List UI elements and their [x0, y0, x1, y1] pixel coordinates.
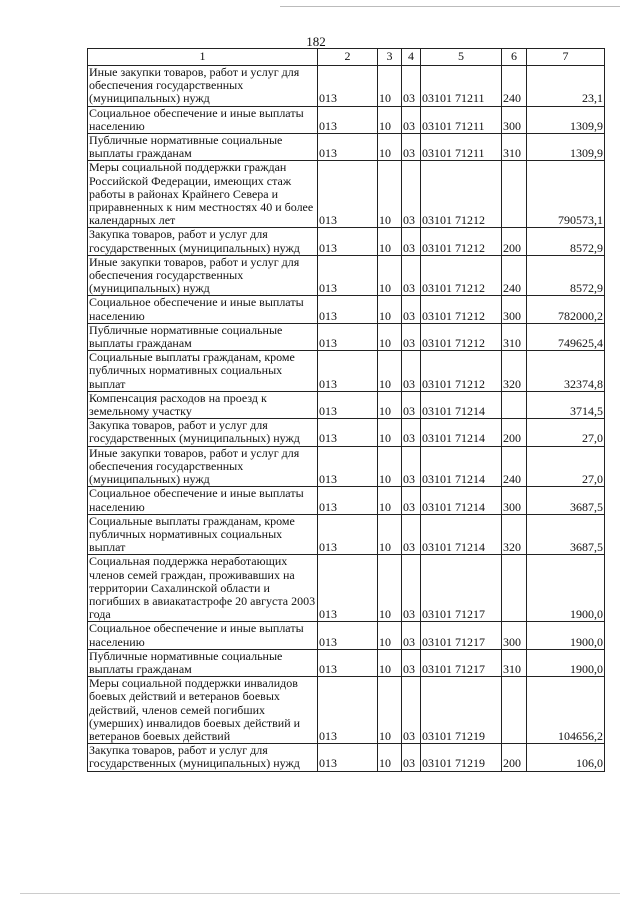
row-section-code: 10 [378, 161, 402, 228]
row-name: Публичные нормативные социальные выплаты гражданам [88, 323, 318, 350]
row-amount: 104656,2 [527, 677, 605, 744]
row-name: Иные закупки товаров, работ и услуг для обеспечения государственных (муниципальных) нужд [88, 255, 318, 296]
row-ministry-code: 013 [318, 161, 378, 228]
row-target-code: 03101 71214 [421, 446, 502, 487]
page-number: 182 [306, 34, 326, 49]
row-expense-code: 200 [502, 419, 527, 446]
row-subsection-code: 03 [402, 351, 421, 392]
row-subsection-code: 03 [402, 622, 421, 649]
row-section-code: 10 [378, 351, 402, 392]
row-name: Социальная поддержка неработающих членов семей граждан, проживавших на территории Сахалинской области и погибших в авиакатастрофе 20 августа 2003 года [88, 555, 318, 622]
row-name: Публичные нормативные социальные выплаты гражданам [88, 649, 318, 676]
row-ministry-code: 013 [318, 66, 378, 107]
row-amount: 3687,5 [527, 514, 605, 555]
row-target-code: 03101 71219 [421, 744, 502, 771]
row-subsection-code: 03 [402, 649, 421, 676]
row-expense-code: 200 [502, 228, 527, 255]
row-target-code: 03101 71217 [421, 649, 502, 676]
row-subsection-code: 03 [402, 296, 421, 323]
row-subsection-code: 03 [402, 255, 421, 296]
row-section-code: 10 [378, 744, 402, 771]
row-subsection-code: 03 [402, 487, 421, 514]
table-row [88, 391, 605, 418]
table-row [88, 228, 605, 255]
column-header: 5 [421, 49, 502, 66]
row-subsection-code: 03 [402, 134, 421, 161]
row-target-code: 03101 71212 [421, 228, 502, 255]
row-target-code: 03101 71214 [421, 514, 502, 555]
row-section-code: 10 [378, 649, 402, 676]
scan-top-edge [280, 6, 620, 7]
row-subsection-code: 03 [402, 555, 421, 622]
table-row [88, 351, 605, 392]
row-subsection-code: 03 [402, 66, 421, 107]
row-ministry-code: 013 [318, 351, 378, 392]
table-row [88, 649, 605, 676]
table-row [88, 106, 605, 133]
row-section-code: 10 [378, 391, 402, 418]
budget-table [87, 48, 605, 772]
table-row [88, 487, 605, 514]
row-subsection-code: 03 [402, 677, 421, 744]
row-ministry-code: 013 [318, 323, 378, 350]
column-header: 3 [378, 49, 402, 66]
row-name: Иные закупки товаров, работ и услуг для обеспечения государственных (муниципальных) нужд [88, 66, 318, 107]
row-section-code: 10 [378, 419, 402, 446]
row-ministry-code: 013 [318, 622, 378, 649]
row-target-code: 03101 71217 [421, 622, 502, 649]
row-amount: 23,1 [527, 66, 605, 107]
row-section-code: 10 [378, 622, 402, 649]
row-subsection-code: 03 [402, 106, 421, 133]
table-row [88, 555, 605, 622]
table-row [88, 419, 605, 446]
row-expense-code: 300 [502, 487, 527, 514]
table-row [88, 161, 605, 228]
row-name: Меры социальной поддержки инвалидов боевых действий и ветеранов боевых действий, членов семей погибших (умерших) инвалидов боевых действий и ветеранов боевых действий [88, 677, 318, 744]
row-expense-code [502, 677, 527, 744]
row-ministry-code: 013 [318, 514, 378, 555]
row-ministry-code: 013 [318, 255, 378, 296]
row-name: Социальное обеспечение и иные выплаты населению [88, 487, 318, 514]
row-expense-code: 240 [502, 446, 527, 487]
row-expense-code [502, 161, 527, 228]
row-amount: 1309,9 [527, 106, 605, 133]
row-amount: 3714,5 [527, 391, 605, 418]
table-row [88, 744, 605, 771]
row-subsection-code: 03 [402, 514, 421, 555]
table-row [88, 296, 605, 323]
row-name: Социальное обеспечение и иные выплаты населению [88, 296, 318, 323]
row-expense-code: 310 [502, 649, 527, 676]
row-ministry-code: 013 [318, 134, 378, 161]
table-row [88, 134, 605, 161]
row-expense-code: 240 [502, 255, 527, 296]
row-section-code: 10 [378, 323, 402, 350]
row-amount: 8572,9 [527, 255, 605, 296]
row-amount: 1900,0 [527, 622, 605, 649]
row-target-code: 03101 71212 [421, 255, 502, 296]
column-header: 2 [318, 49, 378, 66]
row-target-code: 03101 71219 [421, 677, 502, 744]
row-amount: 27,0 [527, 446, 605, 487]
row-name: Закупка товаров, работ и услуг для государственных (муниципальных) нужд [88, 228, 318, 255]
row-target-code: 03101 71211 [421, 66, 502, 107]
row-expense-code: 320 [502, 351, 527, 392]
row-subsection-code: 03 [402, 744, 421, 771]
row-amount: 1900,0 [527, 649, 605, 676]
row-amount: 749625,4 [527, 323, 605, 350]
row-name: Социальное обеспечение и иные выплаты населению [88, 622, 318, 649]
row-subsection-code: 03 [402, 323, 421, 350]
row-subsection-code: 03 [402, 446, 421, 487]
row-ministry-code: 013 [318, 555, 378, 622]
row-target-code: 03101 71211 [421, 134, 502, 161]
table-row [88, 323, 605, 350]
row-ministry-code: 013 [318, 649, 378, 676]
row-ministry-code: 013 [318, 446, 378, 487]
row-section-code: 10 [378, 296, 402, 323]
row-section-code: 10 [378, 555, 402, 622]
table-row [88, 514, 605, 555]
row-target-code: 03101 71211 [421, 106, 502, 133]
row-section-code: 10 [378, 228, 402, 255]
row-subsection-code: 03 [402, 228, 421, 255]
table-row [88, 66, 605, 107]
row-subsection-code: 03 [402, 391, 421, 418]
row-amount: 8572,9 [527, 228, 605, 255]
row-name: Закупка товаров, работ и услуг для государственных (муниципальных) нужд [88, 744, 318, 771]
row-amount: 790573,1 [527, 161, 605, 228]
row-amount: 1900,0 [527, 555, 605, 622]
header-row [88, 49, 605, 66]
row-target-code: 03101 71214 [421, 487, 502, 514]
row-section-code: 10 [378, 677, 402, 744]
row-expense-code: 320 [502, 514, 527, 555]
row-amount: 106,0 [527, 744, 605, 771]
row-expense-code: 200 [502, 744, 527, 771]
row-target-code: 03101 71217 [421, 555, 502, 622]
row-ministry-code: 013 [318, 677, 378, 744]
row-target-code: 03101 71212 [421, 296, 502, 323]
row-target-code: 03101 71214 [421, 419, 502, 446]
row-expense-code: 310 [502, 323, 527, 350]
column-header: 1 [88, 49, 318, 66]
row-ministry-code: 013 [318, 228, 378, 255]
column-header: 4 [402, 49, 421, 66]
row-section-code: 10 [378, 66, 402, 107]
row-name: Публичные нормативные социальные выплаты гражданам [88, 134, 318, 161]
row-name: Иные закупки товаров, работ и услуг для обеспечения государственных (муниципальных) нужд [88, 446, 318, 487]
row-section-code: 10 [378, 255, 402, 296]
row-target-code: 03101 71212 [421, 323, 502, 350]
row-name: Социальные выплаты гражданам, кроме публичных нормативных социальных выплат [88, 514, 318, 555]
table-row [88, 622, 605, 649]
row-section-code: 10 [378, 134, 402, 161]
row-amount: 3687,5 [527, 487, 605, 514]
row-target-code: 03101 71214 [421, 391, 502, 418]
row-ministry-code: 013 [318, 744, 378, 771]
row-expense-code: 300 [502, 106, 527, 133]
row-subsection-code: 03 [402, 419, 421, 446]
table-row [88, 255, 605, 296]
column-header: 6 [502, 49, 527, 66]
row-section-code: 10 [378, 514, 402, 555]
row-name: Меры социальной поддержки граждан Российской Федерации, имеющих стаж работы в районах Крайнего Севера и приравненных к ним местностях 40 и более календарных лет [88, 161, 318, 228]
row-section-code: 10 [378, 446, 402, 487]
row-expense-code: 300 [502, 296, 527, 323]
row-amount: 32374,8 [527, 351, 605, 392]
row-amount: 1309,9 [527, 134, 605, 161]
row-expense-code [502, 555, 527, 622]
row-ministry-code: 013 [318, 391, 378, 418]
row-expense-code: 300 [502, 622, 527, 649]
row-section-code: 10 [378, 106, 402, 133]
row-ministry-code: 013 [318, 419, 378, 446]
row-expense-code: 310 [502, 134, 527, 161]
row-ministry-code: 013 [318, 106, 378, 133]
row-expense-code [502, 391, 527, 418]
table-body [88, 66, 605, 772]
row-name: Социальные выплаты гражданам, кроме публичных нормативных социальных выплат [88, 351, 318, 392]
scan-bottom-edge [20, 893, 620, 894]
table-header [88, 49, 605, 66]
table-row [88, 677, 605, 744]
row-target-code: 03101 71212 [421, 161, 502, 228]
table-row [88, 446, 605, 487]
row-section-code: 10 [378, 487, 402, 514]
row-expense-code: 240 [502, 66, 527, 107]
row-target-code: 03101 71212 [421, 351, 502, 392]
row-amount: 782000,2 [527, 296, 605, 323]
row-subsection-code: 03 [402, 161, 421, 228]
row-ministry-code: 013 [318, 487, 378, 514]
column-header: 7 [527, 49, 605, 66]
row-name: Закупка товаров, работ и услуг для государственных (муниципальных) нужд [88, 419, 318, 446]
row-ministry-code: 013 [318, 296, 378, 323]
row-amount: 27,0 [527, 419, 605, 446]
row-name: Социальное обеспечение и иные выплаты населению [88, 106, 318, 133]
row-name: Компенсация расходов на проезд к земельному участку [88, 391, 318, 418]
